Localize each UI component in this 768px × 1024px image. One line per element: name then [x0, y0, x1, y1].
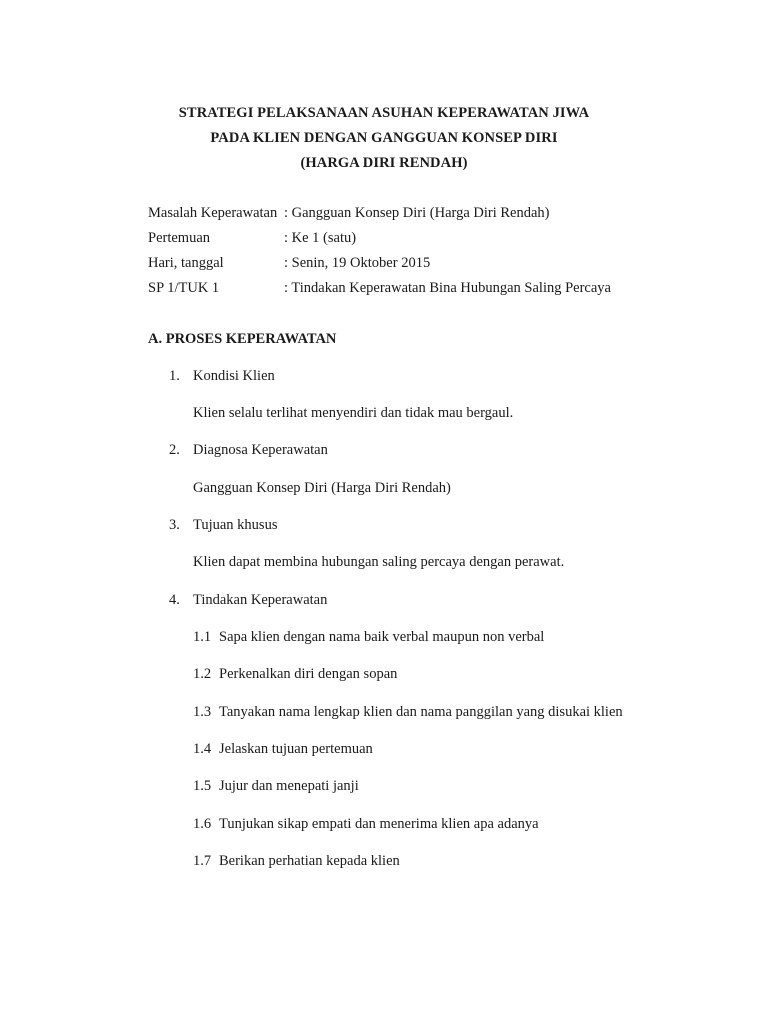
list-item-number: 1.: [169, 368, 180, 384]
title-line-1: STRATEGI PELAKSANAAN ASUHAN KEPERAWATAN JIWA: [178, 105, 590, 121]
list-item-number: 4.: [169, 592, 180, 608]
action-number: 1.4: [193, 741, 212, 757]
list-item-body: Klien dapat membina hubungan saling percaya dengan perawat.: [193, 554, 565, 570]
action-number: 1.7: [193, 853, 212, 869]
info-label-pertemuan: Pertemuan: [148, 230, 211, 246]
info-value-masalah: : Gangguan Konsep Diri (Harga Diri Rendah): [284, 205, 550, 221]
info-label-sp: SP 1/TUK 1: [148, 280, 220, 296]
list-item-body: Gangguan Konsep Diri (Harga Diri Rendah): [193, 480, 451, 496]
info-value-tanggal: : Senin, 19 Oktober 2015: [284, 255, 431, 271]
action-number: 1.2: [193, 666, 212, 682]
list-item-number: 2.: [169, 442, 180, 458]
list-item-title: Tujuan khusus: [193, 517, 278, 533]
action-text: Sapa klien dengan nama baik verbal maupun non verbal: [219, 629, 545, 645]
action-text: Jujur dan menepati janji: [219, 778, 359, 794]
action-text: Tunjukan sikap empati dan menerima klien apa adanya: [219, 816, 539, 832]
section-heading: A. PROSES KEPERAWATAN: [148, 331, 337, 347]
action-number: 1.6: [193, 816, 212, 832]
list-item-title: Diagnosa Keperawatan: [193, 442, 328, 458]
info-label-masalah: Masalah Keperawatan: [148, 205, 278, 221]
action-number: 1.1: [193, 629, 212, 645]
action-number: 1.5: [193, 778, 212, 794]
list-item-body: Klien selalu terlihat menyendiri dan tidak mau bergaul.: [193, 405, 514, 421]
info-value-sp: : Tindakan Keperawatan Bina Hubungan Saling Percaya: [284, 280, 611, 296]
list-item-title: Kondisi Klien: [193, 368, 275, 384]
info-value-pertemuan: : Ke 1 (satu): [284, 230, 357, 246]
action-text: Berikan perhatian kepada klien: [219, 853, 400, 869]
list-item-number: 3.: [169, 517, 180, 533]
list-item-title: Tindakan Keperawatan: [193, 592, 328, 608]
title-line-3: (HARGA DIRI RENDAH): [300, 155, 468, 171]
action-text: Jelaskan tujuan pertemuan: [219, 741, 373, 757]
info-label-tanggal: Hari, tanggal: [148, 255, 224, 271]
action-text: Tanyakan nama lengkap klien dan nama panggilan yang disukai klien: [219, 704, 623, 720]
action-text: Perkenalkan diri dengan sopan: [219, 666, 398, 682]
action-number: 1.3: [193, 704, 212, 720]
title-line-2: PADA KLIEN DENGAN GANGGUAN KONSEP DIRI: [210, 130, 558, 146]
